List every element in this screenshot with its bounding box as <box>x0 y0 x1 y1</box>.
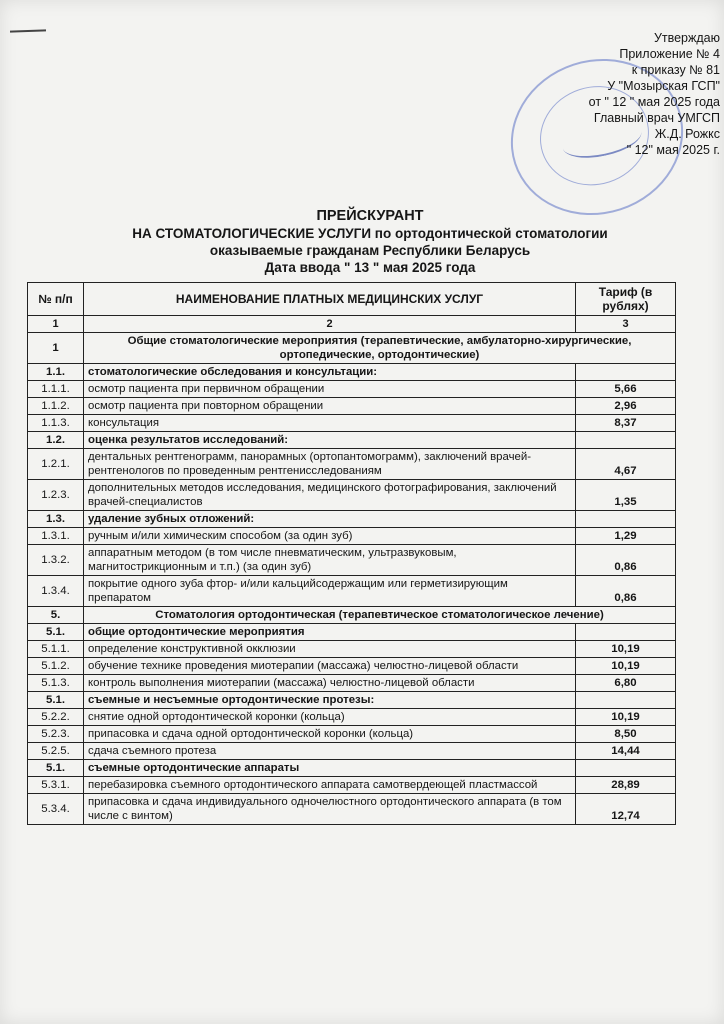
service-name: аппаратным методом (в том числе пневматическим, ультразвуковым, магнитострикционным и т.п.) (за один зуб) <box>84 545 576 576</box>
tariff-cell: 0,86 <box>576 545 676 576</box>
table-row <box>28 760 676 777</box>
tariff-cell: 1,35 <box>576 480 676 511</box>
tariff-cell: 6,80 <box>576 675 676 692</box>
row-number: 5.1.1. <box>28 641 84 658</box>
table-row <box>28 480 676 511</box>
service-name: консультация <box>84 415 576 432</box>
row-number: 1.1. <box>28 364 84 381</box>
row-number: 1.3.2. <box>28 545 84 576</box>
table-row <box>28 449 676 480</box>
table-row <box>28 624 676 641</box>
table-row <box>28 528 676 545</box>
approval-line: Ж.Д. Рожкс <box>654 127 720 141</box>
row-number: 1.1.1. <box>28 381 84 398</box>
tariff-cell: 1,29 <box>576 528 676 545</box>
row-number: 5.2.2. <box>28 709 84 726</box>
index-cell: 2 <box>84 316 576 333</box>
row-number: 5.1.2. <box>28 658 84 675</box>
table-row <box>28 364 676 381</box>
title-line: ПРЕЙСКУРАНТ <box>316 208 424 224</box>
tariff-cell: 8,37 <box>576 415 676 432</box>
row-number: 1.3. <box>28 511 84 528</box>
table-row <box>28 511 676 528</box>
header-cell: НАИМЕНОВАНИЕ ПЛАТНЫХ МЕДИЦИНСКИХ УСЛУГ <box>84 283 576 316</box>
service-name: обучение технике проведения миотерапии (массажа) челюстно-лицевой области <box>84 658 576 675</box>
row-number: 5.1.3. <box>28 675 84 692</box>
table-row <box>28 709 676 726</box>
service-name: снятие одной ортодонтической коронки (кольца) <box>84 709 576 726</box>
subsection-title: общие ортодонтические мероприятия <box>84 624 576 641</box>
row-number: 5.3.4. <box>28 794 84 825</box>
subsection-title: съемные ортодонтические аппараты <box>84 760 576 777</box>
tariff-cell <box>576 511 676 528</box>
title-line: оказываемые гражданам Республики Беларусь <box>209 243 531 258</box>
approval-line: " 12" мая 2025 г. <box>626 143 720 157</box>
header-cell: Тариф (в рублях) <box>576 283 676 316</box>
corner-mark <box>10 29 46 32</box>
subsection-title: стоматологические обследования и консультации: <box>84 364 576 381</box>
tariff-cell: 10,19 <box>576 658 676 675</box>
service-name: дентальных рентгенограмм, панорамных (ортопантомограмм), заключений врачей-рентгенологов по проведенным рентгенисследованиям <box>84 449 576 480</box>
row-number: 1.2.3. <box>28 480 84 511</box>
subsection-title: съемные и несъемные ортодонтические протезы: <box>84 692 576 709</box>
tariff-cell <box>576 692 676 709</box>
table-row <box>28 675 676 692</box>
tariff-cell: 28,89 <box>576 777 676 794</box>
section-title: Стоматология ортодонтическая (терапевтическое стоматологическое лечение) <box>84 607 676 624</box>
tariff-cell <box>576 364 676 381</box>
service-name: перебазировка съемного ортодонтического аппарата самотвердеющей пластмассой <box>84 777 576 794</box>
approval-line: от " 12 " мая 2025 года <box>588 95 720 109</box>
table-row <box>28 432 676 449</box>
row-number: 1.1.3. <box>28 415 84 432</box>
tariff-cell: 10,19 <box>576 641 676 658</box>
table-row <box>28 545 676 576</box>
tariff-cell <box>576 624 676 641</box>
table-row <box>28 576 676 607</box>
approval-line: к приказу № 81 <box>631 63 720 77</box>
table-row <box>28 658 676 675</box>
index-cell: 3 <box>576 316 676 333</box>
tariff-cell: 4,67 <box>576 449 676 480</box>
tariff-cell: 8,50 <box>576 726 676 743</box>
row-number: 1.3.4. <box>28 576 84 607</box>
tariff-cell: 5,66 <box>576 381 676 398</box>
service-name: припасовка и сдача индивидуального одночелюстного ортодонтического аппарата (в том числе с винтом) <box>84 794 576 825</box>
approval-line: У "Мозырская ГСП" <box>607 79 720 93</box>
row-number: 1.2. <box>28 432 84 449</box>
tariff-cell: 12,74 <box>576 794 676 825</box>
table-row <box>28 398 676 415</box>
subsection-title: оценка результатов исследований: <box>84 432 576 449</box>
title-line: НА СТОМАТОЛОГИЧЕСКИЕ УСЛУГИ по ортодонтической стоматологии <box>132 226 608 241</box>
table-row <box>28 726 676 743</box>
tariff-cell: 10,19 <box>576 709 676 726</box>
row-number: 5.1. <box>28 624 84 641</box>
row-number: 5. <box>28 607 84 624</box>
service-name: контроль выполнения миотерапии (массажа) челюстно-лицевой области <box>84 675 576 692</box>
tariff-cell: 2,96 <box>576 398 676 415</box>
approval-line: Приложение № 4 <box>619 47 720 61</box>
row-number: 1.3.1. <box>28 528 84 545</box>
row-number: 5.3.1. <box>28 777 84 794</box>
service-name: дополнительных методов исследования, медицинского фотографирования, заключений врачей-специалистов <box>84 480 576 511</box>
service-name: ручным и/или химическим способом (за один зуб) <box>84 528 576 545</box>
table-row <box>28 381 676 398</box>
approval-block <box>505 30 720 158</box>
row-number: 5.2.3. <box>28 726 84 743</box>
row-number: 1.1.2. <box>28 398 84 415</box>
table-row <box>28 333 676 364</box>
tariff-cell: 0,86 <box>576 576 676 607</box>
tariff-cell <box>576 432 676 449</box>
table-row <box>28 777 676 794</box>
row-number: 5.2.5. <box>28 743 84 760</box>
table-row <box>28 794 676 825</box>
index-cell: 1 <box>28 316 84 333</box>
table-row <box>28 415 676 432</box>
service-name: осмотр пациента при повторном обращении <box>84 398 576 415</box>
approval-line: Главный врач УМГСП <box>593 111 720 125</box>
service-name: припасовка и сдача одной ортодонтической коронки (кольца) <box>84 726 576 743</box>
service-name: сдача съемного протеза <box>84 743 576 760</box>
table-index-row <box>28 316 676 333</box>
document-title <box>60 208 680 276</box>
price-table <box>27 282 676 825</box>
service-name: осмотр пациента при первичном обращении <box>84 381 576 398</box>
approval-line: Утверждаю <box>653 31 720 45</box>
row-number: 5.1. <box>28 692 84 709</box>
row-number: 1.2.1. <box>28 449 84 480</box>
service-name: определение конструктивной окклюзии <box>84 641 576 658</box>
subsection-title: удаление зубных отложений: <box>84 511 576 528</box>
table-row <box>28 641 676 658</box>
table-row <box>28 607 676 624</box>
header-cell: № п/п <box>28 283 84 316</box>
tariff-cell <box>576 760 676 777</box>
title-line: Дата ввода " 13 " мая 2025 года <box>264 260 476 275</box>
row-number: 5.1. <box>28 760 84 777</box>
tariff-cell: 14,44 <box>576 743 676 760</box>
table-row <box>28 692 676 709</box>
table-row <box>28 743 676 760</box>
row-number: 1 <box>28 333 84 364</box>
section-title: Общие стоматологические мероприятия (терапевтические, амбулаторно-хирургические, ортопедические, ортодонтические) <box>84 333 676 364</box>
table-header-row <box>28 283 676 316</box>
service-name: покрытие одного зуба фтор- и/или кальцийсодержащим или герметизирующим препаратом <box>84 576 576 607</box>
